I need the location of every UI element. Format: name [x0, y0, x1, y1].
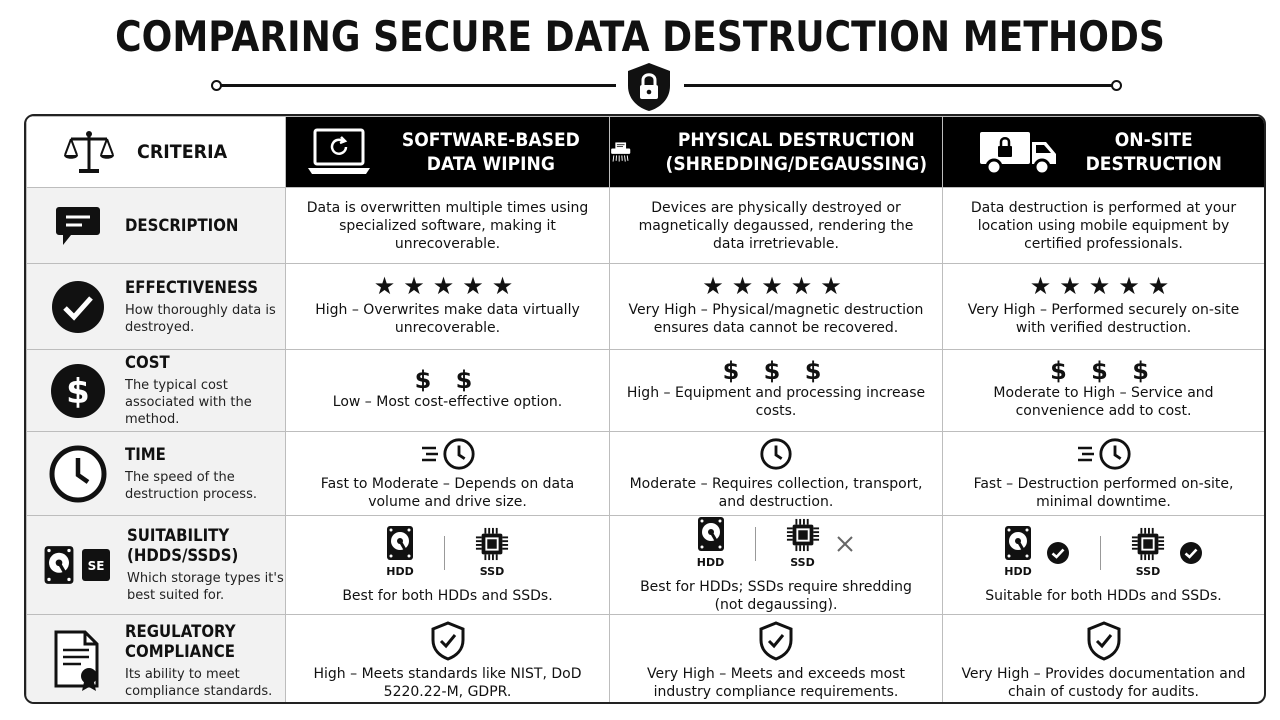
row-effectiveness [27, 264, 1265, 350]
suitability-onsite [943, 516, 1265, 615]
x-mark-icon [834, 533, 856, 555]
cost-symbols: $ $ $ [1050, 356, 1157, 385]
row-cost [27, 350, 1265, 432]
star-rating: ★★★★★ [1029, 271, 1178, 300]
star-rating: ★★★★★ [702, 271, 850, 300]
fast-clock-icon [1074, 437, 1134, 471]
effectiveness-physical [610, 264, 943, 350]
time-title: TIME [125, 444, 166, 465]
svg-text:$: $ [66, 371, 90, 412]
criteria-label: CRITERIA [137, 141, 228, 163]
method-header-software [286, 117, 610, 188]
shield-check-icon [1086, 621, 1122, 661]
hdd-icon [43, 545, 75, 585]
method-header-onsite [943, 117, 1265, 188]
row-description [27, 188, 1265, 264]
cost-title: COST [125, 353, 170, 373]
cost-physical-text: High – Equipment and processing increase costs. [626, 384, 926, 419]
check-circle-icon [1046, 541, 1070, 565]
compliance-onsite-text: Very High – Provides documentation and chain of custody for audits. [961, 665, 1246, 700]
ssd-label: SSD [479, 565, 505, 578]
laptop-refresh-icon [306, 127, 372, 177]
method-header-physical [610, 117, 943, 188]
ssd-chip-icon [475, 527, 509, 561]
rule-dot-left [211, 80, 222, 91]
time-onsite-text: Fast – Destruction performed on-site, minimal downtime. [973, 475, 1234, 510]
svg-text:SE: SE [87, 559, 105, 573]
cost-onsite [943, 350, 1265, 432]
ssd-chip-icon [786, 518, 820, 552]
method-software-line1: SOFTWARE-BASED [401, 129, 580, 151]
description-physical: Devices are physically destroyed or magnetically degaussed, rendering the data irretrievable. [610, 188, 943, 264]
suitability-title: SUITABILITY [127, 526, 230, 546]
title-rule-left [216, 84, 616, 87]
time-onsite [943, 432, 1265, 516]
method-physical-line1: PHYSICAL DESTRUCTION [678, 129, 916, 151]
suitability-software-text: Best for both HDDs and SSDs. [342, 588, 553, 604]
effectiveness-onsite-text: Very High – Performed securely on-site with verified destruction. [967, 301, 1240, 336]
effectiveness-software [286, 264, 610, 350]
fast-clock-icon [418, 437, 478, 471]
cost-onsite-text: Moderate to High – Service and convenience add to cost. [993, 384, 1214, 419]
header-row [27, 117, 1265, 188]
method-physical-line2: (SHREDDING/DEGAUSSING) [665, 153, 928, 175]
compliance-subtitle: Its ability to meet compliance standards. [125, 666, 273, 699]
shredder-icon [610, 125, 631, 179]
ssd-chip-icon [1131, 527, 1165, 561]
suitability-software [286, 516, 610, 615]
description-onsite: Data destruction is performed at your location using mobile equipment by certified professionals. [943, 188, 1265, 264]
check-circle-icon [1179, 541, 1203, 565]
cost-software-text: Low – Most cost-effective option. [332, 393, 563, 410]
label-cost [27, 350, 286, 432]
checkmark-circle-icon [51, 280, 105, 334]
time-software [286, 432, 610, 516]
effectiveness-physical-text: Very High – Physical/magnetic destruction ensures data cannot be recovered. [628, 301, 924, 336]
scales-icon [63, 129, 115, 175]
time-subtitle: The speed of the destruction process. [125, 469, 257, 502]
label-compliance [27, 615, 286, 705]
compliance-software [286, 615, 610, 705]
label-time [27, 432, 286, 516]
clock-icon [759, 437, 793, 471]
page-title: COMPARING SECURE DATA DESTRUCTION METHODS [115, 12, 1165, 61]
comparison-table [24, 114, 1266, 704]
compliance-physical [610, 615, 943, 705]
suitability-subtitle: Which storage types it's best suited for. [127, 571, 284, 603]
effectiveness-title: EFFECTIVENESS [125, 277, 259, 298]
compliance-onsite [943, 615, 1265, 705]
row-compliance [27, 615, 1265, 705]
dollar-circle-icon [50, 363, 106, 419]
hdd-label: HDD [386, 565, 414, 578]
hdd-icon [386, 525, 414, 561]
hdd-icon [1004, 525, 1032, 561]
shield-check-icon [430, 621, 466, 661]
ssd-label: SSD [1135, 565, 1161, 578]
title-rule-right [684, 84, 1114, 87]
suitability-title2: (HDDS/SSDS) [127, 546, 239, 566]
cost-software [286, 350, 610, 432]
method-software-line2: DATA WIPING [426, 153, 555, 175]
hdd-label: HDD [1004, 565, 1032, 578]
hdd-icon [697, 516, 725, 552]
row-time [27, 432, 1265, 516]
ssd-icon [81, 548, 111, 582]
truck-lock-icon [978, 128, 1058, 176]
effectiveness-subtitle: How thoroughly data is destroyed. [125, 302, 276, 335]
compliance-physical-text: Very High – Meets and exceeds most industry compliance requirements. [647, 665, 905, 700]
row-suitability [27, 516, 1265, 615]
time-software-text: Fast to Moderate – Depends on data volume and drive size. [320, 475, 575, 510]
compliance-title2: COMPLIANCE [125, 641, 235, 662]
compliance-title: REGULATORY [125, 621, 236, 642]
criteria-header [27, 117, 286, 188]
effectiveness-software-text: High – Overwrites make data virtually unrecoverable. [315, 301, 580, 336]
cost-physical [610, 350, 943, 432]
cost-subtitle: The typical cost associated with the method. [125, 378, 252, 427]
suitability-onsite-text: Suitable for both HDDs and SSDs. [985, 588, 1222, 604]
ssd-label: SSD [790, 556, 815, 569]
description-title: DESCRIPTION [125, 215, 239, 236]
effectiveness-onsite [943, 264, 1265, 350]
time-physical-text: Moderate – Requires collection, transport, and destruction. [629, 475, 923, 510]
cost-symbols: $ $ $ [722, 356, 830, 385]
suitability-physical [610, 516, 943, 615]
description-software: Data is overwritten multiple times using specialized software, making it unrecoverable. [286, 188, 610, 264]
time-physical [610, 432, 943, 516]
speech-bubble-icon [55, 205, 101, 247]
cost-symbols: $ $ [414, 365, 481, 394]
shield-check-icon [758, 621, 794, 661]
suitability-physical-text: Best for HDDs; SSDs require shredding (not degaussing). [640, 579, 912, 613]
label-description [27, 188, 286, 264]
star-rating: ★★★★★ [373, 271, 522, 300]
label-suitability [27, 516, 286, 615]
rule-dot-right [1111, 80, 1122, 91]
certificate-document-icon [53, 630, 103, 692]
method-onsite-line1: ON-SITE [1114, 129, 1193, 151]
shield-lock-icon [626, 61, 672, 113]
label-effectiveness [27, 264, 286, 350]
hdd-label: HDD [696, 556, 725, 569]
compliance-software-text: High – Meets standards like NIST, DoD 5220.22-M, GDPR. [313, 665, 582, 700]
clock-icon [49, 445, 107, 503]
method-onsite-line2: DESTRUCTION [1085, 153, 1222, 175]
